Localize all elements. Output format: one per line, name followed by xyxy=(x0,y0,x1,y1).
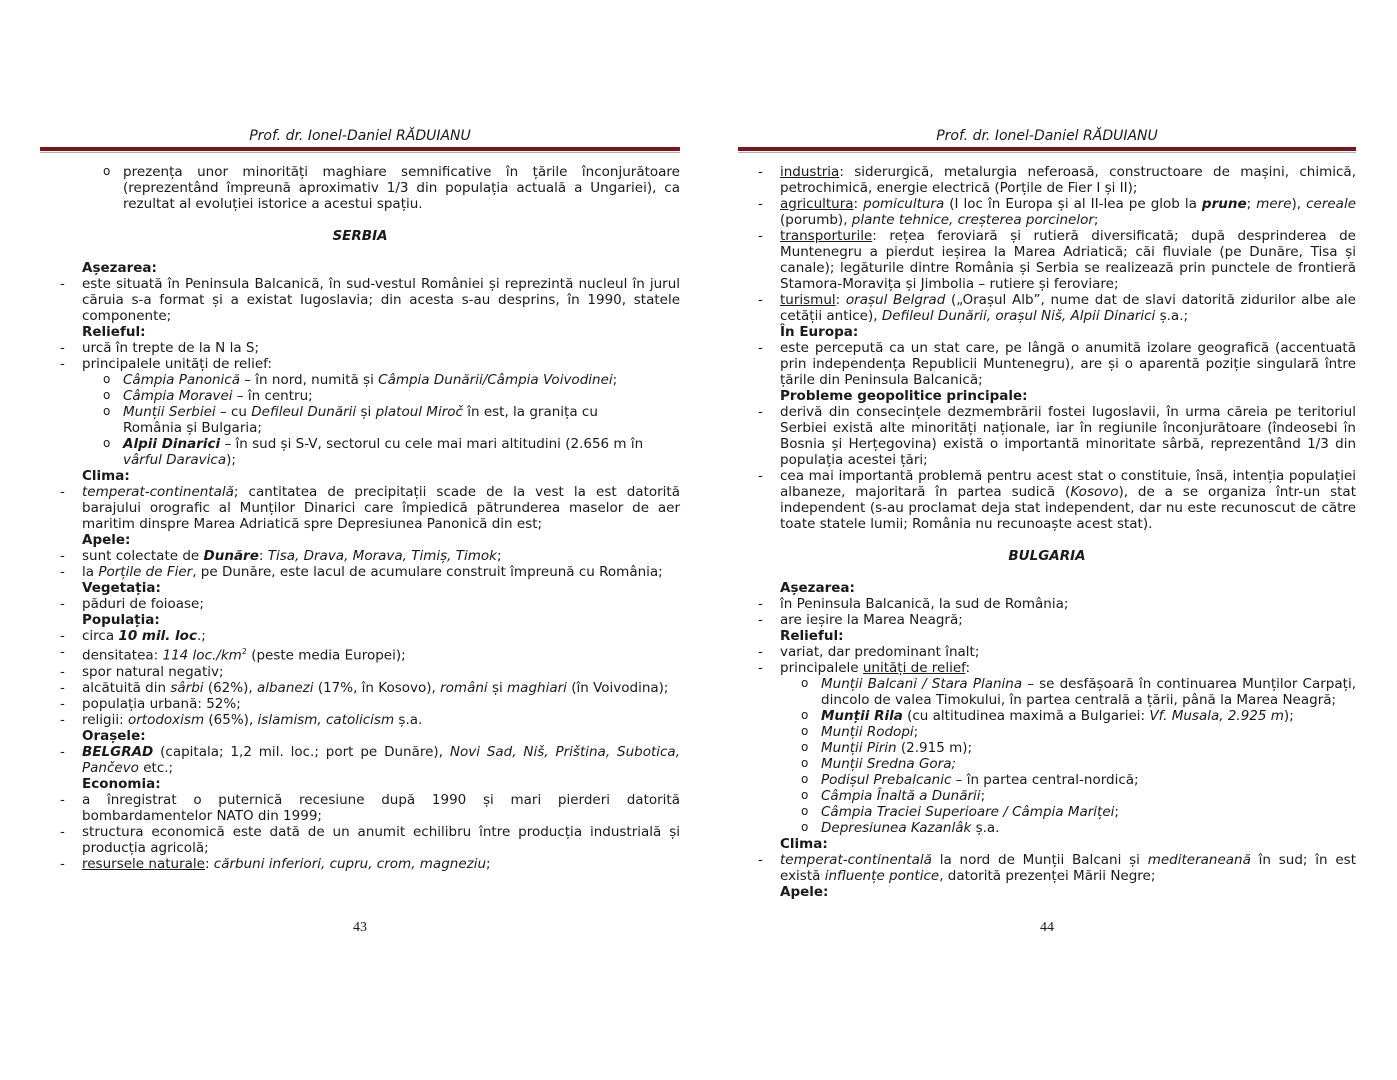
list-item: - la Porțile de Fier, pe Dunăre, este lacul de acumulare construit împreună cu România; xyxy=(40,564,680,580)
section-heading: Apele: xyxy=(82,532,131,548)
page-content xyxy=(40,164,680,872)
list-item: - transporturile: rețea feroviară și rutieră diversificată; după desprinderea de Muntenegru a pierdut ieșirea la Marea Adriatică; căi fluviale (pe Dunăre, Tisa și canale); legăturile dintre România și Serbia se realizează prin punctele de frontieră Stamora-Moravița și Jimbolia – rutiere și feroviare; xyxy=(738,228,1356,292)
page-header: Prof. dr. Ionel-Daniel RĂDUIANU xyxy=(936,128,1158,144)
section-heading: Așezarea: xyxy=(82,260,157,276)
sub-list-item: o Podișul Prebalcanic – în partea central-nordică; xyxy=(738,772,1356,788)
sub-list-item: o Munții Rodopi; xyxy=(738,724,1356,740)
section-heading: Relieful: xyxy=(82,324,146,340)
section-heading: Așezarea: xyxy=(780,580,855,596)
sub-list-item: o Câmpia Moravei – în centru; xyxy=(40,388,680,404)
page-number: 44 xyxy=(1040,920,1054,935)
section-heading: Populația: xyxy=(82,612,160,628)
page-number: 43 xyxy=(353,920,367,935)
list-item: - spor natural negativ; xyxy=(40,664,680,680)
list-item: - principalele unități de relief: xyxy=(738,660,1356,676)
section-heading: Clima: xyxy=(780,836,828,852)
list-item: - religii: ortodoxism (65%), islamism, catolicism ș.a. xyxy=(40,712,680,728)
right-page xyxy=(738,0,1356,1080)
section-heading: Clima: xyxy=(82,468,130,484)
sub-list-item: o Munții Balcani / Stara Planina – se desfășoară în continuarea Munților Carpați, dincolo de valea Timokului, în partea centrală a țării, până la Marea Neagră; xyxy=(738,676,1356,708)
header-rule xyxy=(738,147,1356,151)
sub-list-item: o Câmpia Înaltă a Dunării; xyxy=(738,788,1356,804)
section-heading: Vegetația: xyxy=(82,580,161,596)
section-heading: Probleme geopolitice principale: xyxy=(780,388,1028,404)
list-item: - BELGRAD (capitala; 1,2 mil. loc.; port pe Dunăre), Novi Sad, Niš, Priština, Subotica, Pančevo etc.; xyxy=(40,744,680,776)
page-content xyxy=(738,164,1356,900)
section-heading: Orașele: xyxy=(82,727,146,744)
section-heading: În Europa: xyxy=(780,324,859,340)
list-item: - populația urbană: 52%; xyxy=(40,696,680,712)
list-item: - temperat-continentală; cantitatea de precipitații scade de la vest la est datorită barajului orografic al Munților Dinarici care împiedică pătrunderea maselor de aer maritim dinspre Marea Adriatică spre Depresiunea Panonică din est; xyxy=(40,484,680,532)
section-heading: Apele: xyxy=(780,884,829,900)
sub-list-item: o Munții Sredna Gora; xyxy=(738,756,1356,772)
sub-list-item: o Câmpia Traciei Superioare / Câmpia Mariței; xyxy=(738,804,1356,820)
section-heading: Economia: xyxy=(82,775,161,792)
header-rule xyxy=(40,147,680,151)
list-item: - resursele naturale: cărbuni inferiori, cupru, crom, magneziu; xyxy=(40,856,680,872)
page-header: Prof. dr. Ionel-Daniel RĂDUIANU xyxy=(249,128,471,144)
sub-list-item: o Depresiunea Kazanlâk ș.a. xyxy=(738,820,1356,836)
list-item: - principalele unități de relief: xyxy=(40,356,680,372)
list-item: - circa 10 mil. loc.; xyxy=(40,628,680,644)
section-heading: Relieful: xyxy=(780,628,844,644)
list-item: - temperat-continentală la nord de Munții Balcani și mediteraneană în sud; în est există influențe pontice, datorită prezenței Mării Negre; xyxy=(738,852,1356,884)
list-item: - are ieșire la Marea Neagră; xyxy=(738,612,1356,628)
sub-list-item: o Alpii Dinarici – în sud și S-V, sectorul cu cele mai mari altitudini (2.656 m în vârful Daravica); xyxy=(40,436,680,468)
list-item: - turismul: orașul Belgrad („Orașul Alb”, nume dat de slavi datorită zidurilor albe ale cetății antice), Defileul Dunării, orașul Niš, Alpii Dinarici ș.a.; xyxy=(738,292,1356,324)
sub-list-item: o Munții Serbiei – cu Defileul Dunării și platoul Miroč în est, la granița cu România și Bulgaria; xyxy=(40,404,680,436)
list-item: - industria: siderurgică, metalurgia neferoasă, constructoare de mașini, chimică, petrochimică, energie electrică (Porțile de Fier I și II); xyxy=(738,164,1356,196)
list-item: - sunt colectate de Dunăre: Tisa, Drava, Morava, Timiș, Timok; xyxy=(40,548,680,564)
list-item: - păduri de foioase; xyxy=(40,596,680,612)
list-item: - în Peninsula Balcanică, la sud de România; xyxy=(738,596,1356,612)
list-item: - alcătuită din sârbi (62%), albanezi (17%, în Kosovo), români și maghiari (în Voivodina); xyxy=(40,680,680,696)
section-title: BULGARIA xyxy=(1008,548,1086,564)
list-item: - a înregistrat o puternică recesiune după 1990 și mari pierderi datorită bombardamentelor NATO din 1999; xyxy=(40,792,680,824)
list-item: - derivă din consecințele dezmembrării fostei Iugoslavii, în urma căreia pe teritoriul Serbiei există alte minorități naționale, iar în regiunile înconjurătoare (îndeosebi în Bosnia și Herțegovina) există o importantă minoritate sârbă, reprezentând 1/3 din populația acestei țări; xyxy=(738,404,1356,468)
list-item: - agricultura: pomicultura (I loc în Europa și al II-lea pe glob la prune; mere), cereale (porumb), plante tehnice, creșterea porcinelor; xyxy=(738,196,1356,228)
list-item: - densitatea: 114 $loc./km^2$ (peste media Europei); xyxy=(40,644,680,664)
list-item: - este situată în Peninsula Balcanică, în sud-vestul României și reprezintă nucleul în jurul căruia s-a format și a existat Iugoslavia; din acesta s-au desprins, în 1990, statele componente; xyxy=(40,276,680,324)
list-item: o prezența unor minorități maghiare semnificative în țările înconjurătoare (reprezentând împreună aproximativ 1/3 din populația actuală a Ungariei), ca rezultat al evoluției istorice a acestui spațiu. xyxy=(40,164,680,212)
list-item: - urcă în trepte de la N la S; xyxy=(40,340,680,356)
list-item: - este percepută ca un stat care, pe lângă o anumită izolare geografică (accentuată prin independența Republicii Muntenegru), are și o aparentă poziție singulară între țările din Peninsula Balcanică; xyxy=(738,340,1356,388)
list-item: - cea mai importantă problemă pentru acest stat o constituie, însă, intenția populației albaneze, majoritară în partea sudică (Kosovo), de a se organiza într-un stat independent (s-au proclamat deja stat independent, dar nu este recunoscut de către toate statele lumii; România nu recunoaște acest stat). xyxy=(738,468,1356,532)
sub-list-item: o Munții Rila (cu altitudinea maximă a Bulgariei: Vf. Musala, 2.925 m); xyxy=(738,708,1356,724)
left-page xyxy=(40,0,680,1080)
sub-list-item: o Câmpia Panonică – în nord, numită și Câmpia Dunării/Câmpia Voivodinei; xyxy=(40,372,680,388)
list-item: - variat, dar predominant înalt; xyxy=(738,644,1356,660)
list-item: - structura economică este dată de un anumit echilibru între producția industrială și producția agricolă; xyxy=(40,824,680,856)
sub-list-item: o Munții Pirin (2.915 m); xyxy=(738,740,1356,756)
section-title: SERBIA xyxy=(332,228,388,244)
